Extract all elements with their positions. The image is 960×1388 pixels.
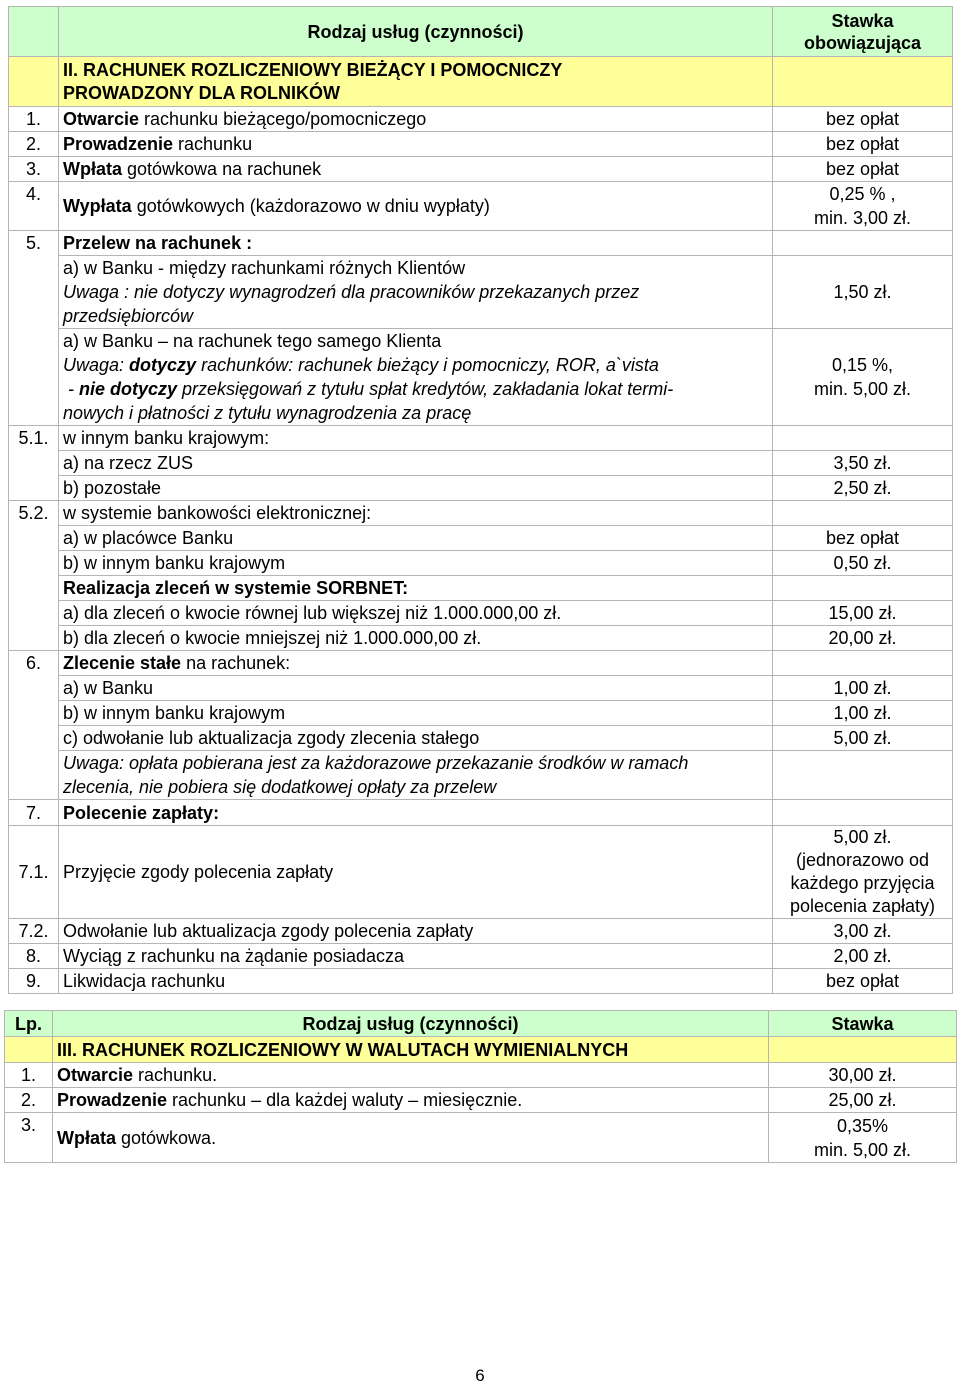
table-row: a) w Banku 1,00 zł. xyxy=(9,676,953,701)
table-row: b) w innym banku krajowym 0,50 zł. xyxy=(9,551,953,576)
table-row: 2. Prowadzenie rachunku – dla każdej waluty – miesięcznie. 25,00 zł. xyxy=(5,1088,957,1113)
table-row: 7.1. Przyjęcie zgody polecenia zapłaty 5,00 zł. (jednorazowo od każdego przyjęcia polecenia zapłaty) xyxy=(9,826,953,919)
table-row: 1. Otwarcie rachunku bieżącego/pomocniczego bez opłat xyxy=(9,107,953,132)
table-row: a) na rzecz ZUS 3,50 zł. xyxy=(9,451,953,476)
table-row: 1. Otwarcie rachunku. 30,00 zł. xyxy=(5,1063,957,1088)
table-row: a) w Banku - między rachunkami różnych Klientów Uwaga : nie dotyczy wynagrodzeń dla pracowników przekazanych przez przedsiębiorców 1,50 zł. xyxy=(9,256,953,329)
table-row: 9. Likwidacja rachunku bez opłat xyxy=(9,969,953,994)
section-title-row xyxy=(9,57,953,107)
section-title: II. RACHUNEK ROZLICZENIOWY BIEŻĄCY I POMOCNICZY PROWADZONY DLA ROLNIKÓW xyxy=(59,57,773,107)
header-lp-cell xyxy=(9,7,59,57)
table-header-row xyxy=(9,7,953,57)
table-row: 5.1. w innym banku krajowym: xyxy=(9,426,953,451)
table-row: 4. Wypłata gotówkowych (każdorazowo w dniu wypłaty) 0,25 % , min. 3,00 zł. xyxy=(9,182,953,231)
table-row: a) w Banku – na rachunek tego samego Klienta Uwaga: dotyczy rachunków: rachunek bieżący i pomocniczy, ROR, a`vista - nie dotyczy przeksięgowań z tytułu spłat kredytów, zakładania lokat termi- nowych i płatności z tytułu wynagrodzenia za pracę 0,15 %, min. 5,00 zł. xyxy=(9,329,953,426)
table-row: b) pozostałe 2,50 zł. xyxy=(9,476,953,501)
table-row: 8. Wyciąg z rachunku na żądanie posiadacza 2,00 zł. xyxy=(9,944,953,969)
table-row: Realizacja zleceń w systemie SORBNET: xyxy=(9,576,953,601)
table-row: Uwaga: opłata pobierana jest za każdorazowe przekazanie środków w ramach zlecenia, nie pobiera się dodatkowej opłaty za przelew xyxy=(9,751,953,800)
table-row: 5. Przelew na rachunek : xyxy=(9,231,953,256)
table-row: b) w innym banku krajowym 1,00 zł. xyxy=(9,701,953,726)
section-title-row xyxy=(5,1037,957,1063)
table-row: 3. Wpłata gotówkowa na rachunek bez opłat xyxy=(9,157,953,182)
table-row: a) w placówce Banku bez opłat xyxy=(9,526,953,551)
header-service-cell: Rodzaj usług (czynności) xyxy=(59,7,773,57)
table-row: 5.2. w systemie bankowości elektronicznej: xyxy=(9,501,953,526)
table-header-row: Lp. Rodzaj usług (czynności) Stawka xyxy=(5,1011,957,1037)
table-row: 7. Polecenie zapłaty: xyxy=(9,800,953,826)
page-number: 6 xyxy=(475,1366,485,1385)
table-row: b) dla zleceń o kwocie mniejszej niż 1.000.000,00 zł. 20,00 zł. xyxy=(9,626,953,651)
fee-table-section-ii xyxy=(8,6,953,994)
fee-table-section-iii xyxy=(4,1010,957,1163)
table-row: 3. Wpłata gotówkowa. 0,35% min. 5,00 zł. xyxy=(5,1113,957,1163)
table-row: 2. Prowadzenie rachunku bez opłat xyxy=(9,132,953,157)
table-row: c) odwołanie lub aktualizacja zgody zlecenia stałego 5,00 zł. xyxy=(9,726,953,751)
section-title: III. RACHUNEK ROZLICZENIOWY W WALUTACH WYMIENIALNYCH xyxy=(53,1037,769,1063)
table-row: 7.2. Odwołanie lub aktualizacja zgody polecenia zapłaty 3,00 zł. xyxy=(9,919,953,944)
table-row: a) dla zleceń o kwocie równej lub większej niż 1.000.000,00 zł. 15,00 zł. xyxy=(9,601,953,626)
table-row: 6. Zlecenie stałe na rachunek: xyxy=(9,651,953,676)
header-rate-cell: Stawka obowiązująca xyxy=(773,7,953,57)
